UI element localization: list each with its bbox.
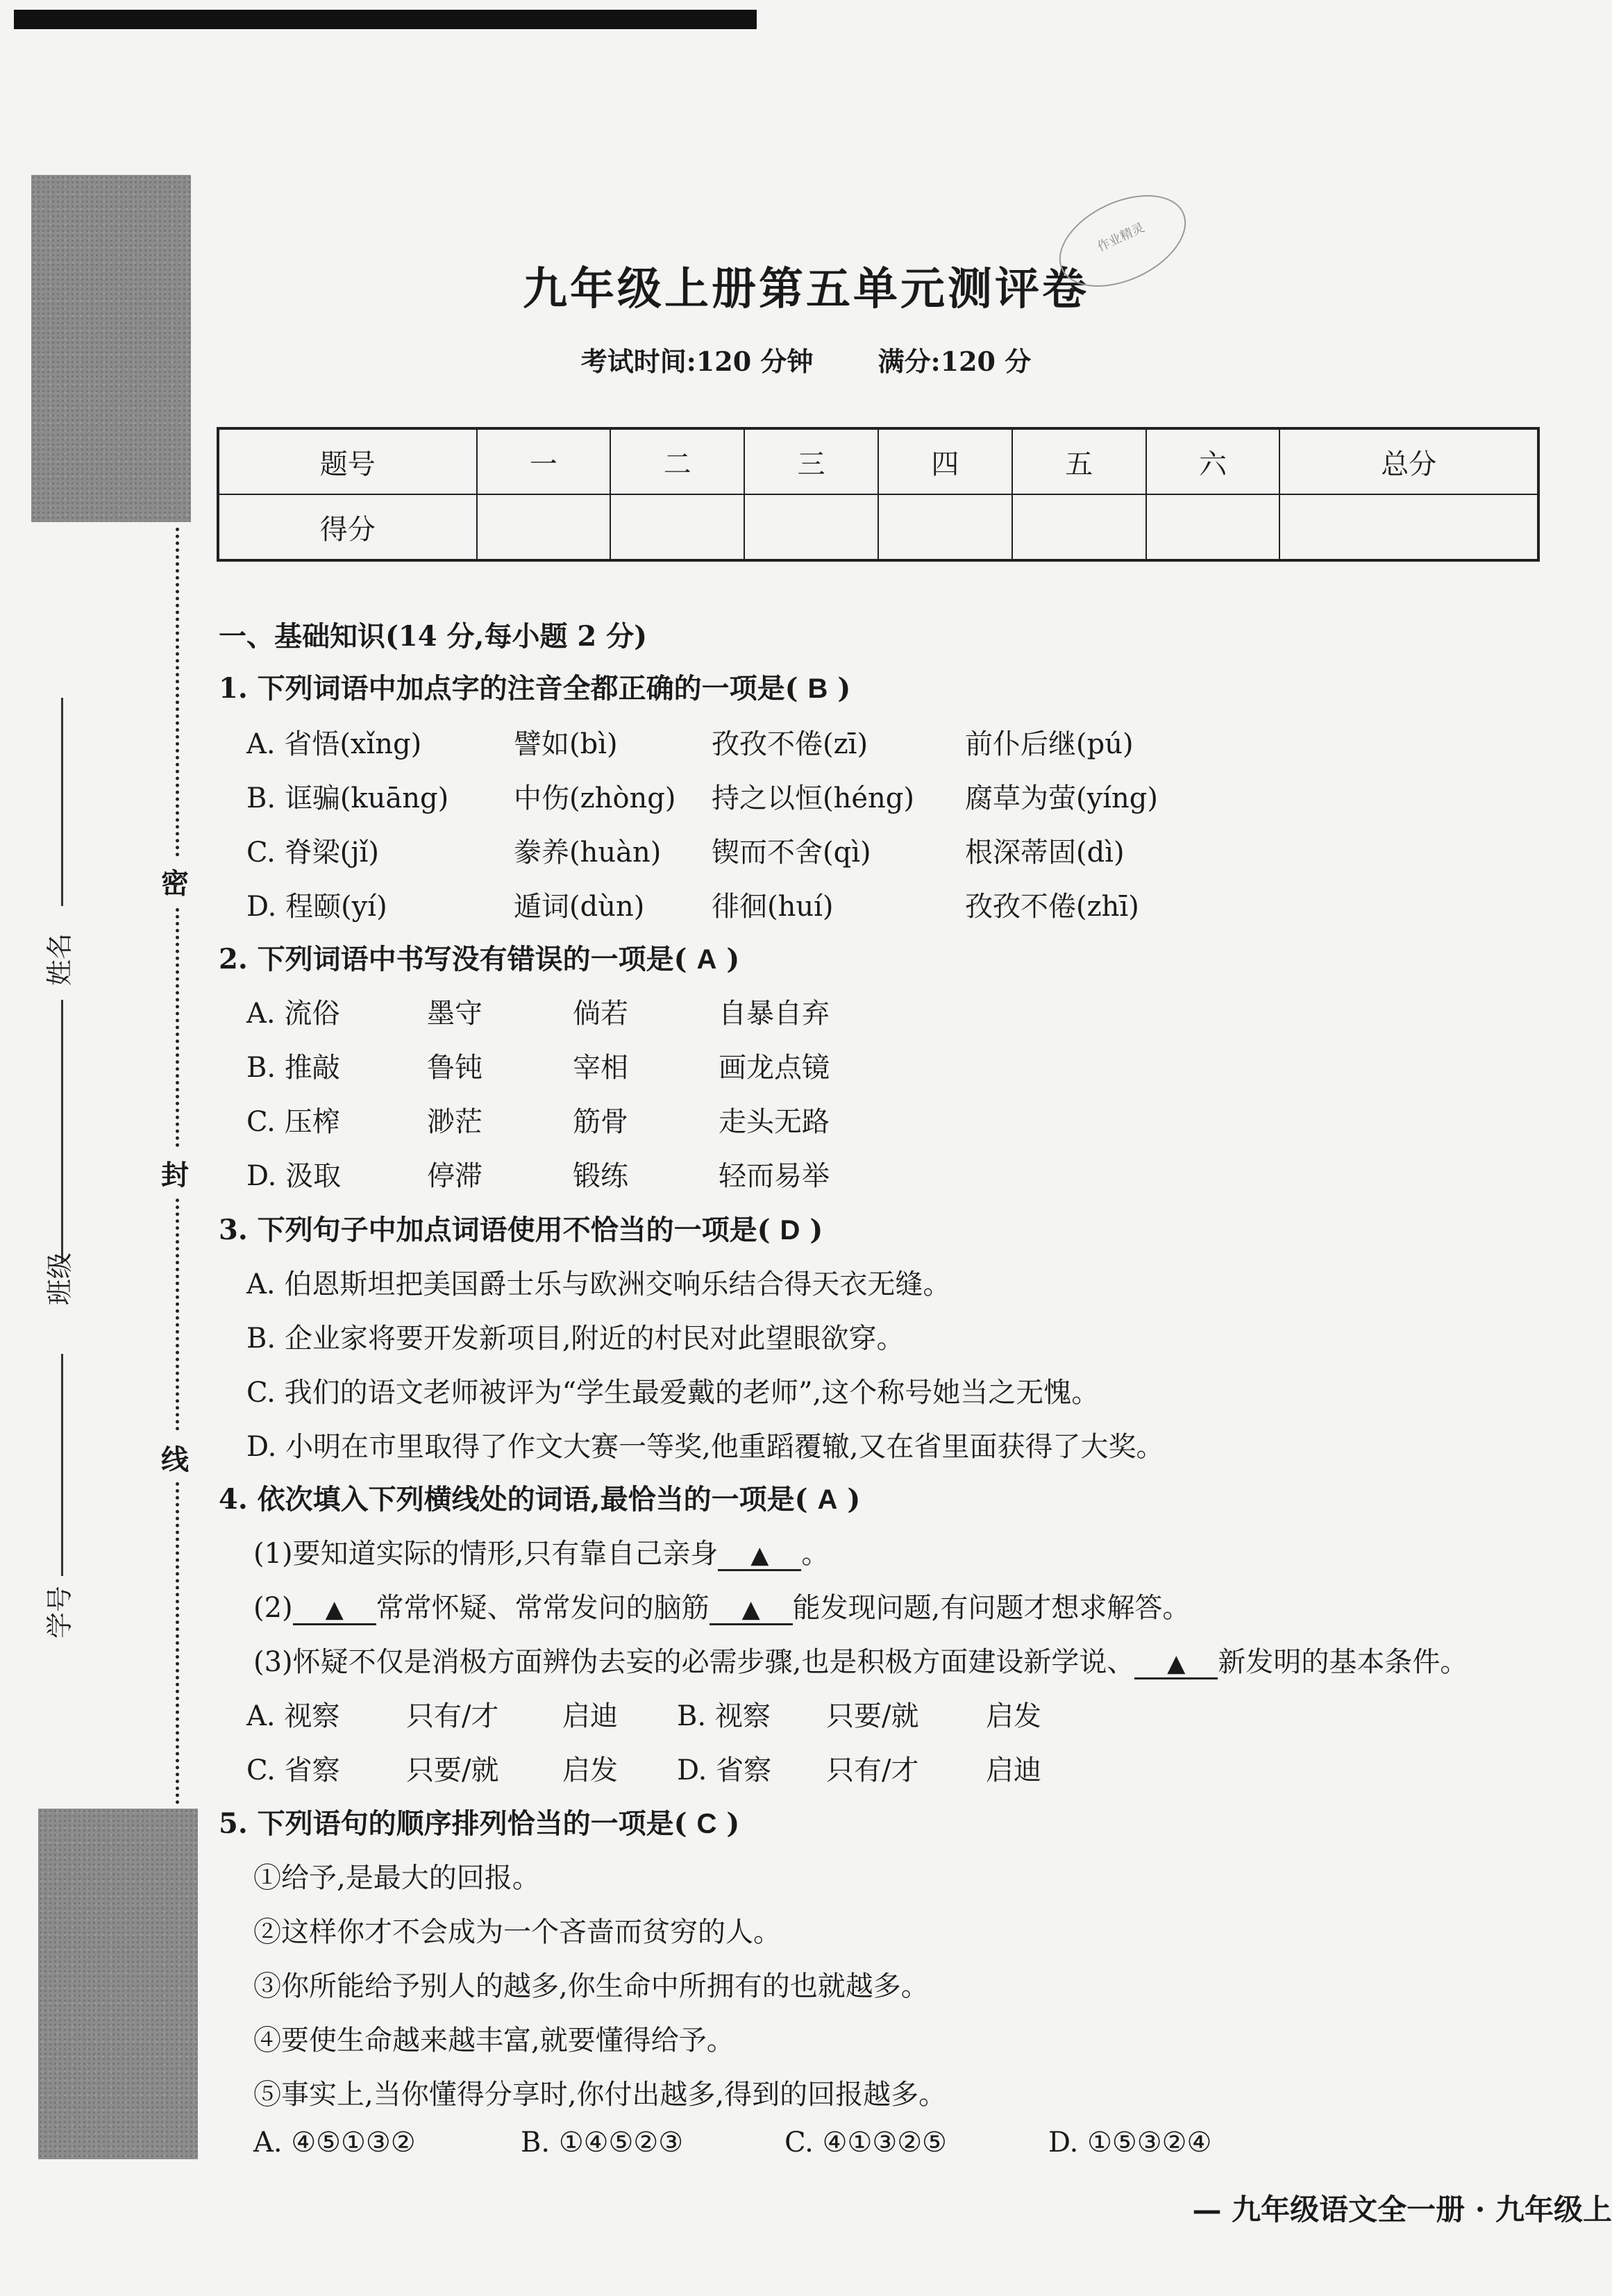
q4-option: 只有/才: [826, 1754, 919, 1786]
q1-option: 前仆后继(pú): [965, 728, 1134, 760]
q4-s2-mid: 常常怀疑、常常发问的脑筋: [376, 1592, 710, 1624]
q3-option-c: C. 我们的语文老师被评为“学生最爱戴的老师”,这个称号她当之无愧。: [246, 1377, 1100, 1409]
q4-s1-end: 。: [801, 1538, 830, 1570]
score-table-header-row: [218, 428, 1538, 494]
q2-option: 墨守: [427, 998, 482, 1030]
q5-item-4: ④要使生命越来越丰富,就要懂得给予。: [253, 2025, 734, 2056]
q2-option: 锻练: [573, 1160, 628, 1192]
stamp-mark: 作业精灵: [1045, 176, 1200, 305]
class-underline-2: [61, 1354, 63, 1576]
score-input-cell[interactable]: [878, 494, 1012, 560]
q4-blank-3: ▲: [710, 1595, 793, 1625]
q2-answer: A: [696, 944, 717, 975]
q5-option: A. ④⑤①③②: [253, 2127, 416, 2159]
top-black-bar: [14, 10, 757, 29]
q4-stem: [219, 1477, 860, 1517]
q1-options: [0, 722, 1612, 951]
q3-stem: [219, 1208, 823, 1248]
seal-char-mi: 密: [161, 857, 189, 905]
q4-options: [0, 1694, 1612, 1805]
score-cell: 五: [1012, 428, 1146, 494]
q1-option: D. 程颐(yí): [246, 891, 387, 923]
score-input-cell[interactable]: [610, 494, 744, 560]
q4-option: 启发: [562, 1754, 618, 1786]
score-table-score-row: [218, 494, 1538, 560]
q2-option: 画龙点镜: [719, 1052, 830, 1084]
id-label: 学号: [44, 1585, 75, 1639]
q2-option: 宰相: [573, 1052, 628, 1084]
score-cell: 得分: [218, 494, 477, 560]
binding-shade-bottom: [38, 1809, 198, 2159]
q4-blank-4: ▲: [1134, 1650, 1218, 1679]
score-cell: 六: [1146, 428, 1280, 494]
q4-s1-text: (1)要知道实际的情形,只有靠自己亲身: [253, 1538, 719, 1570]
seal-char-feng: 封: [161, 1149, 189, 1197]
q1-option: B. 诓骗(kuāng): [246, 782, 449, 814]
q1-stem-text: 1. 下列词语中加点字的注音全都正确的一项是(: [219, 672, 798, 705]
q2-option: B. 推敲: [246, 1052, 340, 1084]
q4-sentence-1: [253, 1532, 829, 1571]
exam-time: 考试时间:120 分钟: [580, 346, 814, 377]
q2-option: 走头无路: [719, 1106, 830, 1138]
q1-option: 腐草为萤(yíng): [965, 782, 1158, 814]
q2-option: 停滞: [427, 1160, 482, 1192]
class-label: 班级: [44, 1252, 75, 1305]
q5-item-2: ②这样你才不会成为一个吝啬而贫穷的人。: [253, 1916, 781, 1948]
q5-option: D. ①⑤③②④: [1048, 2127, 1212, 2159]
q5-stem: [219, 1802, 739, 1841]
q5-option: B. ①④⑤②③: [521, 2127, 684, 2159]
q2-option: C. 压榨: [246, 1106, 340, 1138]
q2-stem: [219, 937, 739, 977]
q2-option: 轻而易举: [719, 1160, 830, 1192]
q2-option: 倘若: [573, 998, 628, 1030]
q4-sentence-2: [253, 1586, 1190, 1625]
q4-option: 启迪: [986, 1754, 1041, 1786]
q1-option: A. 省悟(xǐng): [246, 728, 422, 760]
q3-option-d: D. 小明在市里取得了作文大赛一等奖,他重蹈覆辙,又在省里面获得了大奖。: [246, 1431, 1164, 1463]
exam-info: [0, 340, 1612, 378]
q1-option: 孜孜不倦(zī): [712, 728, 868, 760]
q4-s2-end: 能发现问题,有问题才想求解答。: [792, 1592, 1191, 1624]
q1-option: 孜孜不倦(zhī): [965, 891, 1139, 923]
score-input-cell[interactable]: [744, 494, 878, 560]
q1-option: 譬如(bì): [514, 728, 618, 760]
page-footer: — 九年级语文全一册 · 九年级上: [1192, 2193, 1612, 2227]
q5-item-3: ③你所能给予别人的越多,你生命中所拥有的也就越多。: [253, 1970, 929, 2002]
score-input-cell[interactable]: [477, 494, 611, 560]
q2-option: 鲁钝: [427, 1052, 482, 1084]
q3-answer: D: [780, 1215, 800, 1246]
q4-stem-text: 4. 依次填入下列横线处的词语,最恰当的一项是(: [219, 1483, 808, 1516]
q1-option: 遁词(dùn): [514, 891, 645, 923]
q4-option: 只有/才: [406, 1700, 499, 1732]
score-cell: 四: [878, 428, 1012, 494]
q5-item-5: ⑤事实上,当你懂得分享时,你付出越多,得到的回报越多。: [253, 2079, 947, 2111]
q4-option: 只要/就: [826, 1700, 919, 1732]
q5-stem-text: 5. 下列语句的顺序排列恰当的一项是(: [219, 1807, 687, 1840]
q1-close: ): [837, 672, 851, 705]
exam-score: 满分:120 分: [878, 346, 1032, 377]
q2-stem-text: 2. 下列词语中书写没有错误的一项是(: [219, 943, 687, 975]
q4-option: 启迪: [562, 1700, 618, 1732]
q2-close: ): [726, 943, 740, 975]
score-cell: 二: [610, 428, 744, 494]
q5-answer: C: [696, 1809, 717, 1839]
q4-blank-2: ▲: [293, 1595, 376, 1625]
q2-options: [0, 991, 1612, 1214]
score-input-cell[interactable]: [1146, 494, 1280, 560]
q4-option: C. 省察: [246, 1754, 340, 1786]
q3-option-a: A. 伯恩斯坦把美国爵士乐与欧洲交响乐结合得天衣无缝。: [246, 1268, 951, 1300]
q4-sentence-3: [253, 1640, 1468, 1679]
q4-option: 只要/就: [406, 1754, 499, 1786]
seal-char-xian: 线: [161, 1434, 189, 1482]
q4-answer: A: [817, 1484, 838, 1515]
q4-option: D. 省察: [677, 1754, 772, 1786]
q4-s2-start: (2): [253, 1592, 293, 1624]
exam-title: 九年级上册第五单元测评卷: [523, 263, 1089, 315]
q1-option: 徘徊(huí): [712, 891, 834, 923]
score-cell: 三: [744, 428, 878, 494]
q3-stem-text: 3. 下列句子中加点词语使用不恰当的一项是(: [219, 1214, 771, 1246]
q4-option: A. 视察: [246, 1700, 340, 1732]
q2-option: 筋骨: [573, 1106, 628, 1138]
q1-option: C. 脊梁(jǐ): [246, 837, 380, 869]
q5-option: C. ④①③②⑤: [784, 2127, 947, 2159]
name-label: 姓名: [44, 932, 75, 986]
q1-option: 持之以恒(héng): [712, 782, 915, 814]
q1-stem: [219, 667, 850, 706]
score-cell: 题号: [218, 428, 477, 494]
score-table: [217, 427, 1540, 562]
q2-option: A. 流俗: [246, 998, 340, 1030]
q4-s3-end: 新发明的基本条件。: [1218, 1646, 1468, 1678]
q2-option: 渺茫: [427, 1106, 482, 1138]
q5-item-1: ①给予,是最大的回报。: [253, 1862, 540, 1894]
score-input-cell[interactable]: [1279, 494, 1538, 560]
q4-s3-start: (3)怀疑不仅是消极方面辨伪去妄的必需步骤,也是积极方面建设新学说、: [253, 1646, 1135, 1678]
q1-option: 根深蒂固(dì): [965, 837, 1125, 869]
q4-blank-1: ▲: [718, 1541, 801, 1571]
section-heading: 一、基础知识(14 分,每小题 2 分): [219, 620, 648, 653]
q1-answer: B: [807, 673, 828, 704]
q1-option: 锲而不舍(qì): [712, 837, 871, 869]
q5-options: [0, 2127, 1612, 2168]
score-input-cell[interactable]: [1012, 494, 1146, 560]
q4-option: B. 视察: [677, 1700, 771, 1732]
q2-option: D. 汲取: [246, 1160, 342, 1192]
score-cell: 总分: [1279, 428, 1538, 494]
q2-option: 自暴自弃: [719, 998, 830, 1030]
q3-option-b: B. 企业家将要开发新项目,附近的村民对此望眼欲穿。: [246, 1323, 905, 1355]
score-cell: 一: [477, 428, 611, 494]
q1-option: 豢养(huàn): [514, 837, 662, 869]
q3-close: ): [809, 1214, 823, 1246]
q4-option: 启发: [986, 1700, 1041, 1732]
q4-close: ): [847, 1483, 861, 1516]
q1-option: 中伤(zhòng): [514, 782, 676, 814]
q5-close: ): [726, 1807, 740, 1840]
